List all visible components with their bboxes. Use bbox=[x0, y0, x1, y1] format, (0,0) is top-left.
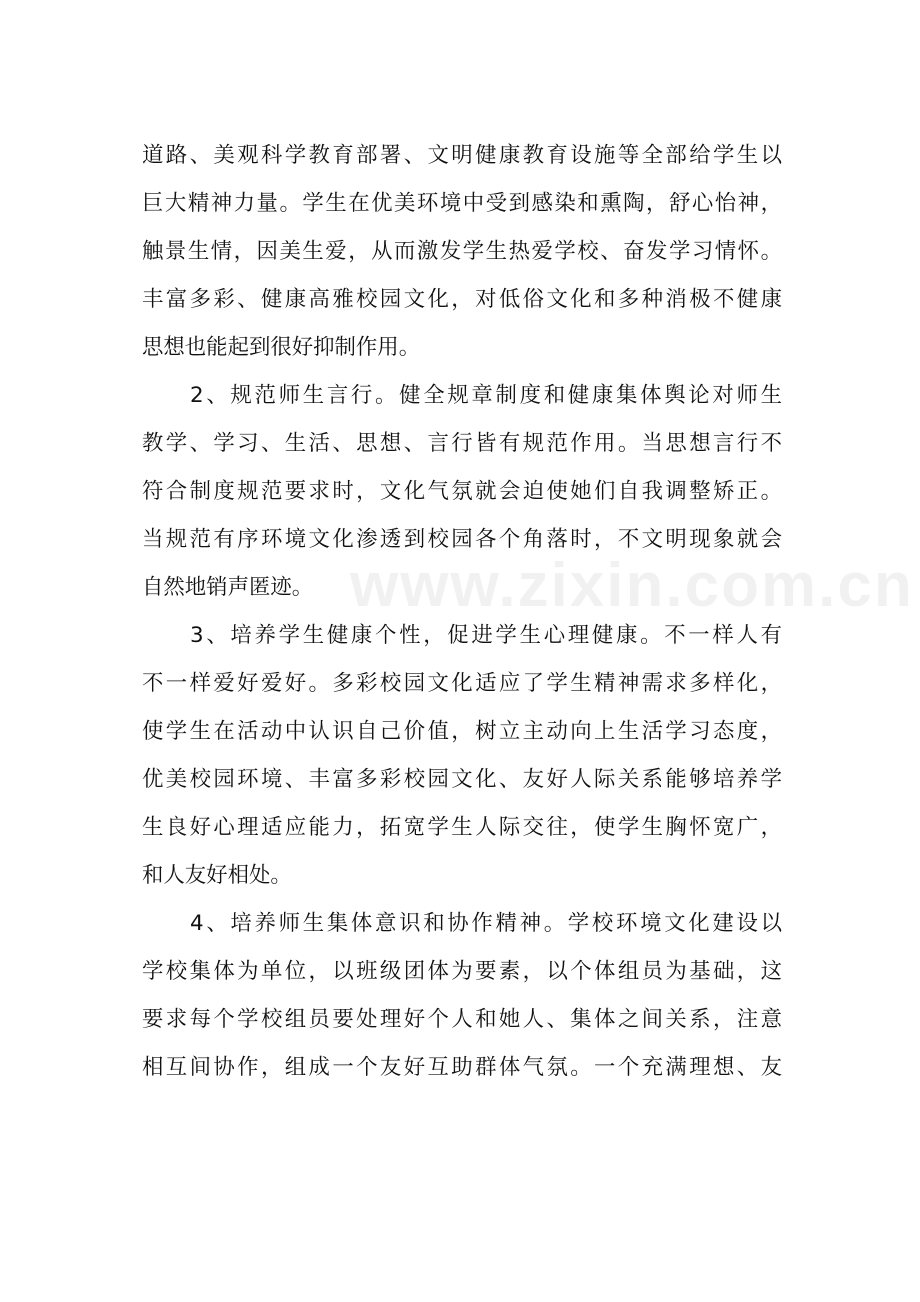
text-line: 生良好心理适应能力，拓宽学生人际交往，使学生胸怀宽广， bbox=[142, 815, 782, 840]
paragraph-start-line: 2、规范师生言行。健全规章制度和健康集体舆论对师生 bbox=[190, 383, 782, 408]
paragraph-start-line: 4、培养师生集体意识和协作精神。学校环境文化建设以 bbox=[190, 911, 782, 936]
text-line: 优美校园环境、丰富多彩校园文化、友好人际关系能够培养学 bbox=[142, 767, 782, 792]
text-line: 巨大精神力量。学生在优美环境中受到感染和熏陶，舒心怡神， bbox=[142, 191, 782, 216]
text-line: 思想也能起到很好抑制作用。 bbox=[142, 335, 421, 360]
text-line: 教学、学习、生活、思想、言行皆有规范作用。当思想言行不 bbox=[142, 431, 782, 456]
watermark: www.zixin.com.cn bbox=[350, 551, 914, 620]
paragraph-start-line: 3、培养学生健康个性，促进学生心理健康。不一样人有 bbox=[190, 623, 782, 648]
text-line: 自然地销声匿迹。 bbox=[142, 575, 314, 600]
text-line: 相互间协作，组成一个友好互助群体气氛。一个充满理想、友 bbox=[142, 1055, 782, 1080]
text-line: 触景生情，因美生爱，从而激发学生热爱学校、奋发学习情怀。 bbox=[142, 239, 782, 264]
text-line: 道路、美观科学教育部署、文明健康教育设施等全部给学生以 bbox=[142, 143, 782, 168]
text-line: 和人友好相处。 bbox=[142, 863, 292, 888]
text-line: 要求每个学校组员要处理好个人和她人、集体之间关系，注意 bbox=[142, 1007, 782, 1032]
text-line: 丰富多彩、健康高雅校园文化，对低俗文化和多种消极不健康 bbox=[142, 287, 782, 312]
text-line: 学校集体为单位，以班级团体为要素，以个体组员为基础，这 bbox=[142, 959, 782, 984]
text-line: 不一样爱好爱好。多彩校园文化适应了学生精神需求多样化， bbox=[142, 671, 782, 696]
text-line: 符合制度规范要求时，文化气氛就会迫使她们自我调整矫正。 bbox=[142, 479, 782, 504]
text-line: 当规范有序环境文化渗透到校园各个角落时，不文明现象就会 bbox=[142, 527, 782, 552]
text-line: 使学生在活动中认识自己价值，树立主动向上生活学习态度， bbox=[142, 719, 782, 744]
